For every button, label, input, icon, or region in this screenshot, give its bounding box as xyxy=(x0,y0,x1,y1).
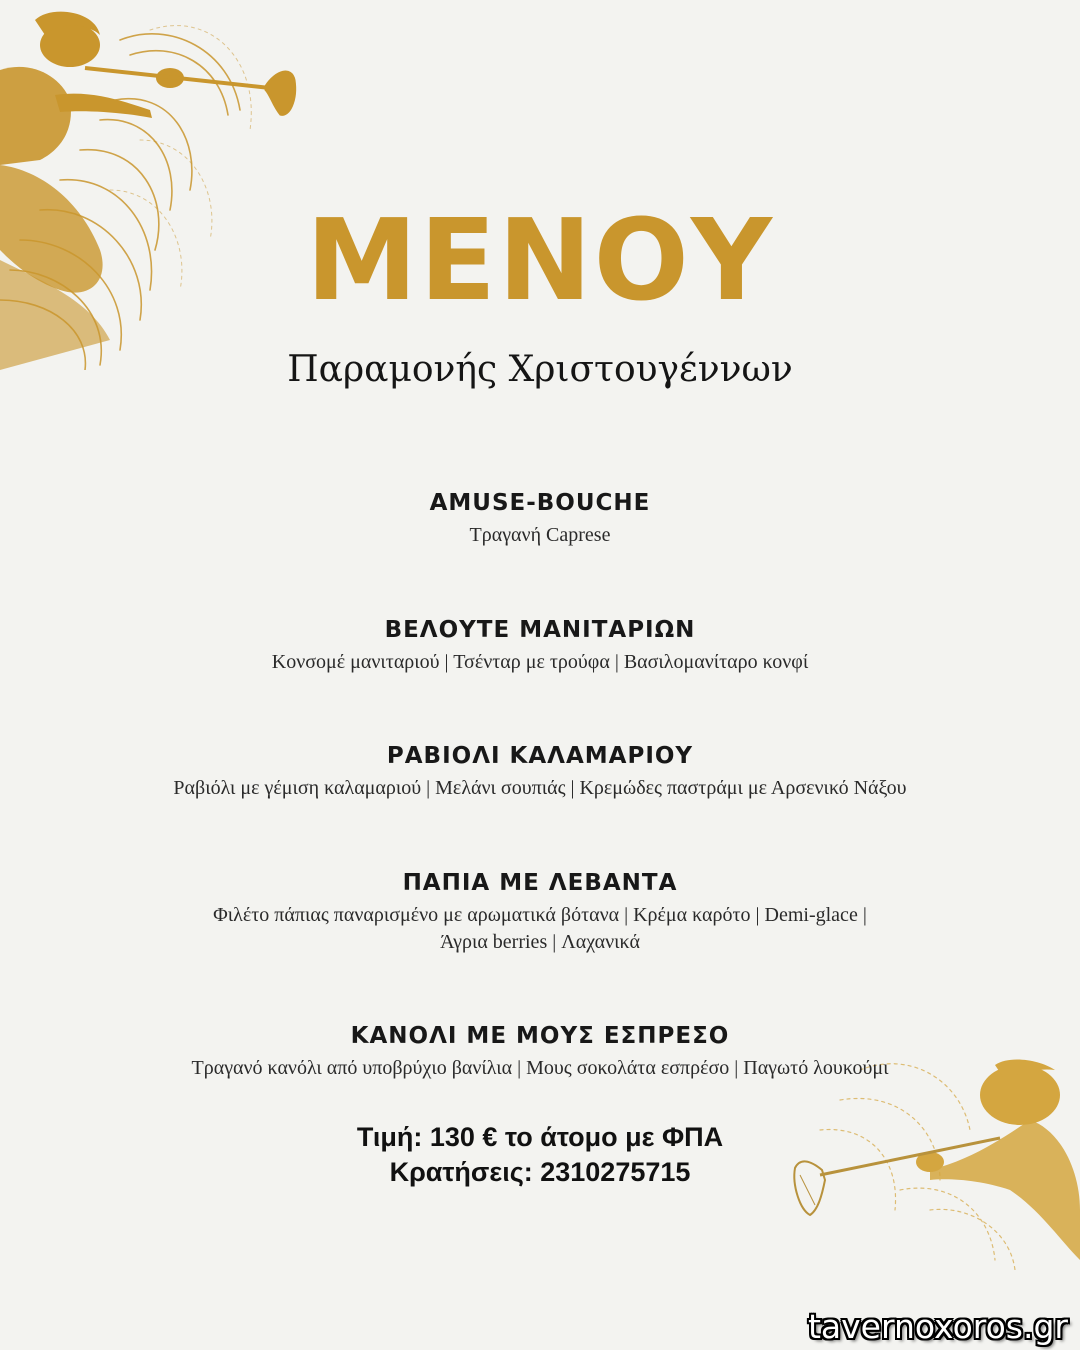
price-text: Τιμή: 130 € το άτομο με ΦΠΑ xyxy=(356,1122,724,1152)
course-item xyxy=(60,741,1020,802)
course-description: Κονσομέ μανιταριού | Τσένταρ με τρούφα | Βασιλομανίταρο κονφί xyxy=(271,651,809,673)
course-name: ΒΕΛΟΥΤΕ ΜΑΝΙΤΑΡΙΩΝ xyxy=(384,617,696,643)
menu-title: ΜΕΝΟΥ xyxy=(305,196,774,326)
menu-subtitle: Παραμονής Χριστουγέννων xyxy=(287,349,793,390)
course-name: ΠΑΠΙΑ ΜΕ ΛΕΒΑΝΤΑ xyxy=(402,870,678,896)
course-description-line2: Άγρια berries | Λαχανικά xyxy=(440,931,640,953)
course-item xyxy=(60,868,1020,956)
course-name: AMUSE-BOUCHE xyxy=(429,490,651,516)
watermark: tavernoxoros.gr xyxy=(807,1307,1068,1346)
course-item xyxy=(60,615,1020,676)
course-description: Τραγανό κανόλι από υποβρύχιο βανίλια | Μους σοκολάτα εσπρέσο | Παγωτό λουκούμι xyxy=(191,1057,889,1079)
reservations-phone: Κρατήσεις: 2310275715 xyxy=(389,1157,691,1187)
course-description: Ραβιόλι με γέμιση καλαμαριού | Μελάνι σουπιάς | Κρεμώδες παστράμι με Αρσενικό Νάξου xyxy=(173,777,907,799)
course-name: ΡΑΒΙΟΛΙ ΚΑΛΑΜΑΡΙΟΥ xyxy=(386,743,694,769)
course-item xyxy=(60,488,1020,549)
course-item xyxy=(60,1021,1020,1082)
price-reservations xyxy=(0,1120,1080,1190)
course-name: ΚΑΝΟΛΙ ΜΕ ΜΟΥΣ ΕΣΠΡΕΣΟ xyxy=(350,1023,730,1049)
course-description: Τραγανή Caprese xyxy=(469,524,611,546)
course-description: Φιλέτο πάπιας παναρισμένο με αρωματικά βότανα | Κρέμα καρότο | Demi-glace | xyxy=(213,904,867,926)
